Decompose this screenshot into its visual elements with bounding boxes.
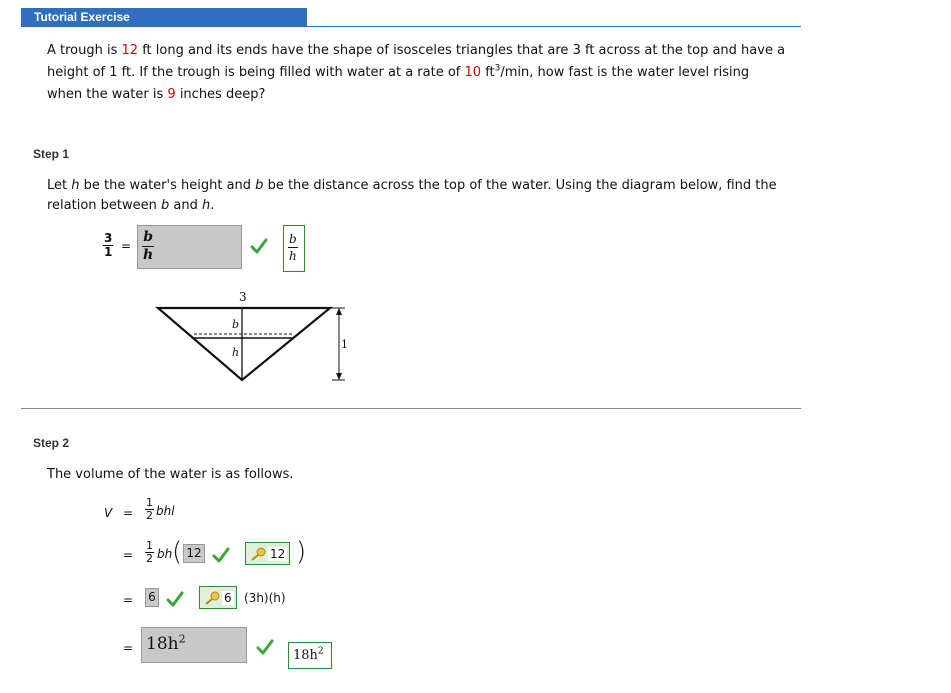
row2-variables: bh — [157, 547, 173, 561]
row2-equals: = — [123, 548, 134, 562]
header-divider — [21, 26, 801, 27]
key-icon — [204, 591, 220, 605]
step1-correct-answer: $\frac{b}{h}$ — [283, 225, 305, 272]
trough-triangle-diagram — [150, 288, 360, 388]
diagram-side-label: 1 — [341, 338, 348, 351]
diagram-top-label: 3 — [239, 290, 247, 304]
step1-equals: = — [121, 239, 132, 253]
row3-answer: 6 — [199, 586, 237, 609]
check-icon — [250, 238, 268, 254]
row1-half-fraction: $\frac{1}{2}$ — [146, 496, 153, 522]
section-divider — [21, 408, 801, 409]
row4-correct-answer: $18h^2$ — [288, 642, 332, 669]
diagram-h-label: h — [232, 346, 240, 359]
check-icon — [212, 547, 230, 563]
row2-right-paren: ) — [296, 537, 307, 567]
row1-equals: = — [123, 506, 134, 520]
fill-rate: 10 — [464, 65, 482, 80]
row2-answer: 12 — [245, 542, 290, 565]
step1-instructions: Let h be the water's height and b be the distance across the top of the water. Using the diagram below, find the relation between b and h. — [47, 178, 777, 213]
row3-input[interactable]: 6 — [145, 588, 159, 607]
tutorial-header: Tutorial Exercise — [21, 8, 307, 27]
row2-half-fraction: $\frac{1}{2}$ — [146, 539, 153, 565]
row4-input[interactable]: $18h^2$ — [141, 627, 247, 663]
row2-input[interactable]: 12 — [183, 544, 205, 563]
step1-ratio-input[interactable]: $\frac{b}{h}$ — [137, 225, 242, 269]
row1-variables: bhl — [156, 504, 175, 518]
step1-label: Step 1 — [33, 147, 70, 161]
water-depth: 9 — [167, 87, 176, 102]
row4-equals: = — [123, 641, 134, 655]
trough-length: 12 — [121, 43, 139, 58]
problem-statement: A trough is 12 ft long and its ends have the shape of isosceles triangles that are 3 ft across at the top and have a height of 1 ft. If the trough is being filled with water at a rate of 10 $ft^3/\min$, how fast is the water level rising when the water is 9 inches deep? — [47, 43, 786, 102]
volume-symbol: V — [104, 506, 113, 520]
row3-equals: = — [123, 593, 134, 607]
key-icon — [250, 547, 266, 561]
row3-remainder: (3h)(h) — [244, 591, 286, 605]
diagram-b-label: b — [232, 318, 240, 331]
check-icon — [256, 639, 274, 655]
step1-lhs-fraction: $\frac{3}{1}$ — [104, 231, 113, 259]
check-icon — [166, 591, 184, 607]
step2-intro: The volume of the water is as follows. — [47, 467, 294, 482]
step2-label: Step 2 — [33, 436, 70, 450]
row2-left-paren: ( — [172, 537, 183, 567]
